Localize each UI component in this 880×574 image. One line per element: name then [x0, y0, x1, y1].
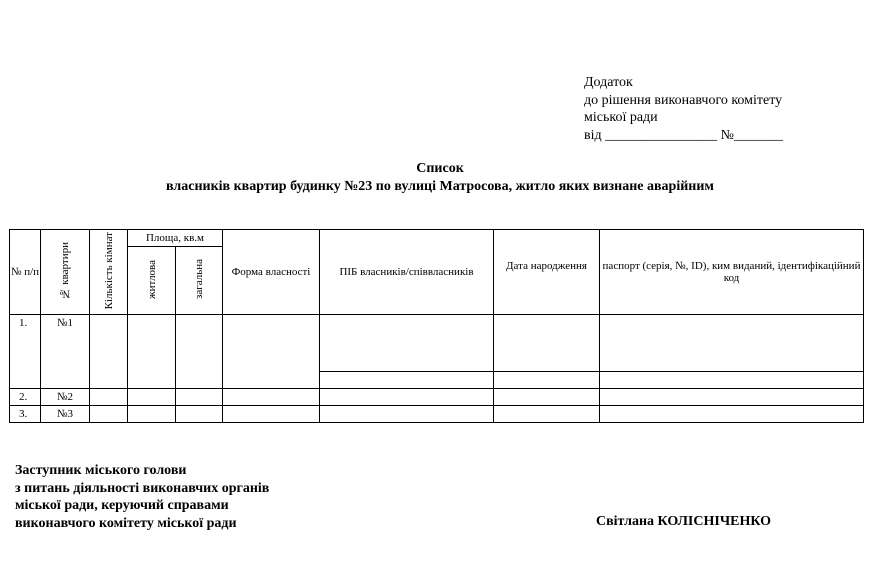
appendix-date-number: від ________________ №_______ [584, 127, 783, 143]
table-cell [223, 315, 320, 389]
header-birth-date: Дата народження [494, 230, 600, 315]
table-row [10, 389, 864, 406]
table-cell [128, 315, 176, 389]
table-cell [223, 406, 320, 423]
row-apartment: №2 [41, 389, 90, 406]
header-area-living: житлова [128, 247, 176, 315]
table-cell [176, 406, 223, 423]
header-rooms: Кількість кімнат [90, 230, 128, 315]
row-num: 1. [10, 315, 41, 389]
table-cell [90, 406, 128, 423]
table-cell [128, 406, 176, 423]
table-cell [600, 406, 864, 423]
signature-block [15, 462, 269, 532]
table-cell [90, 315, 128, 389]
table-cell [494, 389, 600, 406]
signature-position-line3: міської ради, керуючий справами [15, 498, 229, 513]
row-num: 3. [10, 406, 41, 423]
signature-position-line1: Заступник міського голови [15, 463, 187, 478]
header-num: № п/п [10, 230, 41, 315]
table-cell [600, 389, 864, 406]
table-cell [494, 372, 600, 389]
signature-position-line2: з питань діяльності виконавчих органів [15, 480, 270, 496]
header-passport: паспорт (серія, №, ID), ким виданий, ідентифікаційний код [600, 230, 864, 315]
header-area-total: загальна [176, 247, 223, 315]
table-cell [320, 315, 494, 372]
appendix-decision: до рішення виконавчого комітету [584, 92, 783, 108]
table-row [10, 406, 864, 423]
owners-table [9, 229, 864, 423]
signature-position-line4: виконавчого комітету міської ради [15, 515, 237, 531]
appendix-council: міської ради [584, 110, 658, 125]
row-apartment: №1 [41, 315, 90, 389]
table-cell [90, 389, 128, 406]
appendix-title: Додаток [584, 75, 633, 90]
table-row [10, 315, 864, 372]
table-cell [176, 389, 223, 406]
document-subtitle: власників квартир будинку №23 по вулиці Матросова, житло яких визнане аварійним [166, 179, 714, 194]
appendix-block [584, 74, 783, 144]
header-area: Площа, кв.м [128, 230, 223, 247]
table-cell [176, 315, 223, 389]
table-cell [320, 372, 494, 389]
table-cell [494, 315, 600, 372]
table-cell [320, 406, 494, 423]
table-cell [320, 389, 494, 406]
table-cell [223, 389, 320, 406]
header-apartment: № квартири [41, 230, 90, 315]
signatory-name: Світлана КОЛІСНІЧЕНКО [596, 514, 772, 529]
row-num: 2. [10, 389, 41, 406]
header-ownership: Форма власності [223, 230, 320, 315]
document-title: Список [416, 161, 464, 176]
table-cell [600, 315, 864, 372]
row-apartment: №3 [41, 406, 90, 423]
header-owner-name: ПІБ власників/співвласників [320, 230, 494, 315]
table-cell [600, 372, 864, 389]
table-cell [494, 406, 600, 423]
table-cell [128, 389, 176, 406]
